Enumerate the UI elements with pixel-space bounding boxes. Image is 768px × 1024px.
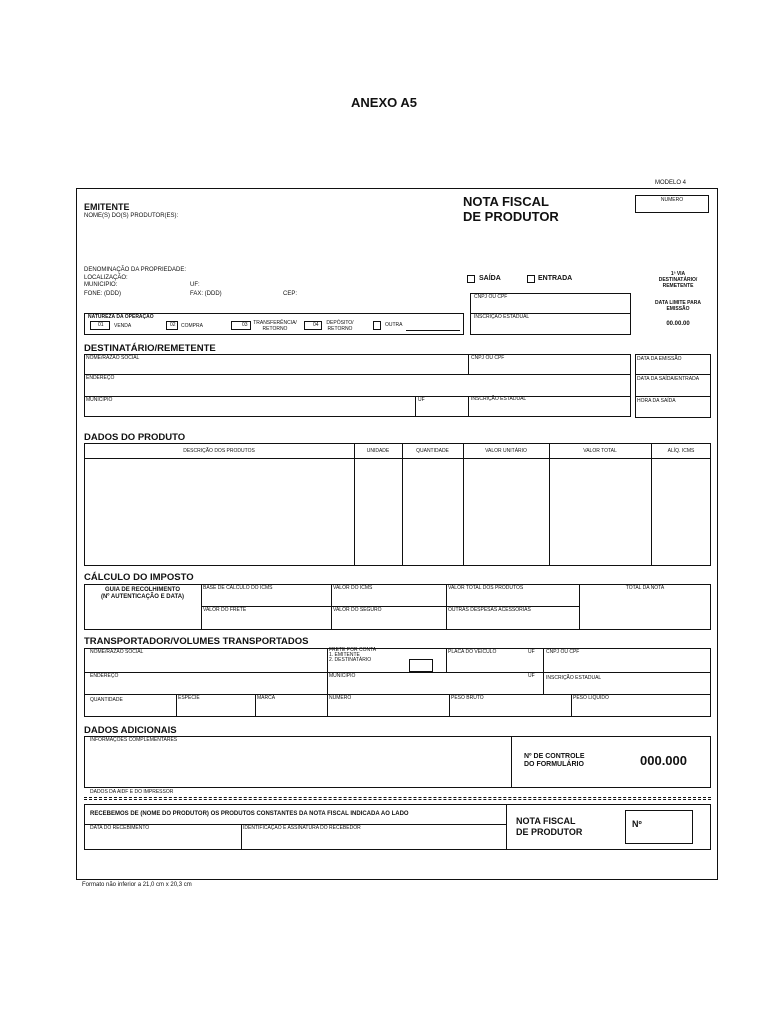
divider (84, 396, 631, 397)
divider (651, 443, 652, 566)
divider (468, 396, 469, 417)
divider (176, 694, 177, 717)
divider (354, 443, 355, 566)
col-unidade: UNIDADE (366, 448, 390, 454)
natureza-04-line2: RETORNO (327, 326, 353, 332)
natureza-03-line2: RETORNO (262, 326, 288, 332)
divider (635, 374, 711, 375)
natureza-04-label (322, 320, 358, 332)
guia-line2: (Nº AUTENTICAÇÃO E DATA) (100, 594, 185, 600)
cep-label: CEP: (283, 291, 298, 297)
divider (468, 354, 469, 374)
natureza-01-label: VENDA (114, 323, 132, 329)
divider (449, 694, 450, 717)
divider (201, 584, 202, 630)
transp-inscricao-label: INSCRIÇÃO ESTADUAL (546, 675, 602, 681)
transp-municipio-label: MUNICÍPIO (329, 673, 356, 679)
col-valor-unitario: VALOR UNITÁRIO (485, 448, 527, 454)
entrada-label: ENTRADA (538, 275, 573, 282)
col-valor-total: VALOR TOTAL (583, 448, 617, 454)
natureza-02-label: COMPRA (181, 323, 203, 329)
divider (635, 396, 711, 397)
dest-municipio-label: MUNICÍPIO (86, 397, 113, 403)
divider (511, 736, 512, 788)
natureza-03-label (253, 320, 297, 332)
adicionais-box (84, 736, 711, 788)
controle-value: 000.000 (640, 753, 687, 768)
valor-frete-label: VALOR DO FRETE (203, 607, 247, 613)
nota-title-line1: NOTA FISCAL (463, 194, 549, 209)
transp-cnpj-label: CNPJ OU CPF (546, 649, 580, 655)
peso-bruto-label: PESO BRUTO (451, 695, 484, 701)
saida-label: SAÍDA (479, 275, 501, 282)
info-complementares-label: INFORMAÇÕES COMPLEMENTARES (90, 737, 178, 743)
peso-liquido-label: PESO LÍQUIDO (573, 695, 609, 701)
guia-label (84, 587, 201, 601)
outras-despesas-label: OUTRAS DESPESAS ACESSÓRIAS (448, 607, 531, 613)
dest-uf-label: UF (418, 397, 425, 403)
emitente-heading: EMITENTE (84, 202, 130, 212)
divider (415, 396, 416, 417)
destinatario-box (84, 354, 631, 417)
guia-line1: GUIA DE RECOLHIMENTO (104, 587, 180, 593)
produtos-heading: DADOS DO PRODUTO (84, 432, 186, 443)
uf-label: UF: (190, 282, 200, 288)
adicionais-heading: DADOS ADICIONAIS (84, 725, 177, 736)
dest-endereco-label: ENDEREÇO (86, 375, 115, 381)
destinatario-heading: DESTINATÁRIO/REMETENTE (84, 343, 216, 354)
data-limite-label (640, 300, 716, 312)
controle-line2: DO FORMULÁRIO (524, 761, 584, 768)
recibo-nota-title (516, 816, 582, 838)
divider (506, 804, 507, 850)
divider (327, 694, 328, 717)
divider (549, 443, 550, 566)
valor-seguro-label: VALOR DO SEGURO (333, 607, 382, 613)
natureza-04-checkbox[interactable]: 04 (304, 321, 322, 330)
nota-title (463, 194, 559, 224)
valor-total-produtos-label: VALOR TOTAL DOS PRODUTOS (448, 585, 524, 591)
controle-label (524, 753, 585, 769)
recibo-text: RECEBEMOS DE (NOME DO PRODUTOR) OS PRODUTOS CONSTANTES DA NOTA FISCAL INDICADA AO LADO (90, 811, 409, 817)
col-aliq-icms: ALÍQ. ICMS (667, 448, 695, 454)
saida-checkbox[interactable] (467, 275, 475, 283)
data-limite-value: 00.00.00 (666, 321, 690, 327)
natureza-03-line1: TRANSFERÊNCIA/ (253, 320, 297, 326)
frete-conta-label (329, 648, 376, 663)
fone-label: FONE: (DDD) (84, 291, 121, 297)
frete-conta-line2: 1. EMITENTE (329, 652, 360, 658)
recibo-numero-label: Nº (632, 819, 642, 829)
valor-icms-label: VALOR DO ICMS (333, 585, 373, 591)
transp-endereco-label: ENDEREÇO (90, 673, 119, 679)
marca-label: MARCA (257, 695, 276, 701)
cut-line-2 (84, 799, 711, 800)
natureza-label: NATUREZA DA OPERAÇÃO (88, 314, 154, 320)
municipio-label: MUNICIPIO: (84, 282, 118, 288)
data-emissao-label: DATA DA EMISSÃO (637, 356, 682, 362)
frete-conta-line3: 2. DESTINATÁRIO (329, 657, 372, 663)
recibo-nota-line1: NOTA FISCAL (516, 816, 576, 826)
nomes-label: NOME(S) DO(S) PRODUTOR(ES): (84, 213, 179, 219)
numero-label: NUMERO (660, 197, 684, 203)
localizacao-label: LOCALIZAÇÃO: (84, 275, 128, 281)
frete-conta-field[interactable] (409, 659, 433, 672)
divider (327, 648, 328, 694)
nota-title-line2: DE PRODUTOR (463, 209, 559, 224)
divider (84, 672, 711, 673)
divider (402, 443, 403, 566)
col-descricao: DESCRIÇÃO DOS PRODUTOS (183, 448, 255, 454)
dest-inscricao-label: INSCRIÇÃO ESTADUAL (471, 396, 527, 402)
data-recebimento-label: DATA DO RECEBIMENTO (90, 825, 150, 831)
cnpj-label: CNPJ OU CPF (474, 294, 508, 300)
via-label (640, 271, 716, 289)
controle-line1: Nº DE CONTROLE (524, 753, 585, 760)
recibo-nota-line2: DE PRODUTOR (516, 827, 583, 837)
especie-label: ESPÉCIE (178, 695, 200, 701)
cut-line (84, 797, 711, 798)
data-saida-label: DATA DA SAÍDA/ENTRADA (637, 376, 700, 382)
imposto-heading: CÁLCULO DO IMPOSTO (84, 572, 194, 583)
footer-note: Formato não inferior a 21,0 cm x 20,3 cm (82, 882, 192, 888)
annex-title: ANEXO A5 (351, 95, 417, 110)
frete-conta-line1: FRETE POR CONTA (329, 647, 377, 653)
total-nota-label: TOTAL DA NOTA (625, 585, 665, 591)
numero-field[interactable] (635, 195, 709, 213)
via-line2: DESTINATÁRIO/ (658, 277, 698, 283)
recibo-numero-field[interactable] (625, 810, 693, 844)
entrada-checkbox[interactable] (527, 275, 535, 283)
quantidade-label: QUANTIDADE (90, 697, 123, 703)
hora-saida-label: HORA DA SAÍDA (637, 398, 676, 404)
base-icms-label: BASE DE CÁLCULO DO ICMS (203, 585, 273, 591)
denominacao-label: DENOMINAÇÃO DA PROPRIEDADE: (84, 267, 187, 273)
aidf-label: DADOS DA AIDF E DO IMPRESSOR (90, 789, 174, 795)
identificacao-label: IDENTIFICAÇÃO E ASSINATURA DO RECEBEDOR (243, 825, 361, 831)
inscricao-label: INSCRIÇÃO ESTADUAL (474, 314, 530, 320)
divider (571, 694, 572, 717)
placa-label: PLACA DO VEÍCULO (448, 649, 497, 655)
via-line1: 1ª VIA (670, 271, 686, 277)
natureza-outra-checkbox[interactable] (373, 321, 381, 330)
natureza-02-checkbox[interactable]: 02 (166, 321, 178, 330)
dest-cnpj-label: CNPJ OU CPF (471, 355, 505, 361)
col-quantidade: QUANTIDADE (416, 448, 449, 454)
divider (241, 824, 242, 850)
divider (255, 694, 256, 717)
transportador-heading: TRANSPORTADOR/VOLUMES TRANSPORTADOS (84, 636, 309, 647)
divider (331, 584, 332, 630)
transp-nome-label: NOME/RAZÃO SOCIAL (90, 649, 144, 655)
transp-uf2-label: UF (528, 673, 535, 679)
numero-volumes-label: NÚMERO (329, 695, 352, 701)
modelo-label: MODELO 4 (655, 180, 687, 186)
dest-nome-label: NOME/RAZÃO SOCIAL (86, 355, 140, 361)
datas-box (635, 354, 711, 418)
via-line3: REMETENTE (662, 283, 694, 289)
divider (446, 584, 447, 630)
natureza-03-checkbox[interactable]: 03 (231, 321, 251, 330)
fax-label: FAX: (DDD) (190, 291, 222, 297)
transp-uf-label: UF (528, 649, 535, 655)
natureza-04-line1: DEPÓSITO/ (326, 320, 354, 326)
divider (446, 648, 447, 672)
data-limite-line1: DATA LIMITE PARA (655, 300, 701, 306)
produtos-table (84, 443, 711, 566)
data-limite-line2: EMISSÃO (666, 306, 690, 312)
divider (543, 648, 544, 694)
natureza-outra-label: OUTRA (385, 322, 403, 328)
transportador-box (84, 648, 711, 717)
natureza-outra-line[interactable] (406, 330, 460, 331)
divider (463, 443, 464, 566)
divider (84, 374, 631, 375)
divider (84, 458, 711, 459)
natureza-01-checkbox[interactable]: 01 (90, 321, 110, 330)
